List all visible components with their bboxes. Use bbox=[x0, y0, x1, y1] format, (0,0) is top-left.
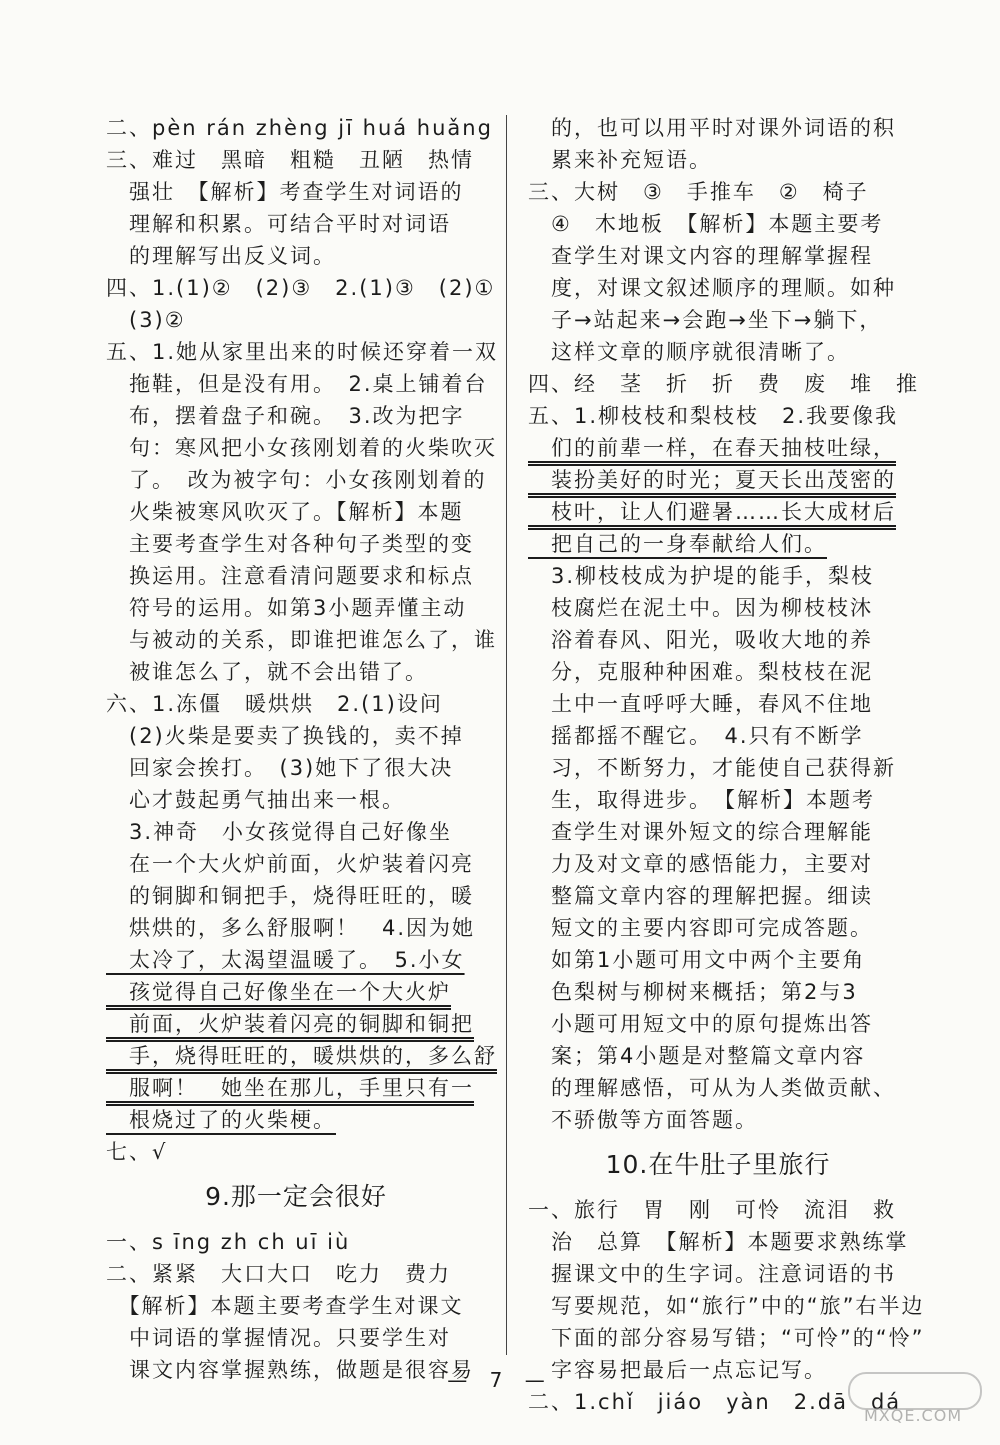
text-line: 主要考查学生对各种句子类型的变 bbox=[106, 532, 474, 556]
text-line: 色梨树与柳树来概括；第2与3 bbox=[528, 980, 858, 1004]
text-line: 的理解写出反义词。 bbox=[106, 244, 336, 268]
text-line: 把自己的一身奉献给人们。 bbox=[528, 532, 827, 556]
text-line: 服啊！ 她坐在那儿，手里只有一 bbox=[106, 1076, 474, 1100]
text-line: (3)② bbox=[106, 308, 186, 332]
text-line: 在一个大火炉前面，火炉装着闪亮 bbox=[106, 852, 474, 876]
text-line: 的铜脚和铜把手，烧得旺旺的，暖 bbox=[106, 884, 474, 908]
text-line: 中词语的掌握情况。只要学生对 bbox=[106, 1326, 451, 1350]
text-line: 习，不断努力，才能使自己获得新 bbox=[528, 756, 896, 780]
text-line: 根烧过了的火柴梗。 bbox=[106, 1108, 336, 1132]
text-line: 浴着春风、阳光，吸收大地的养 bbox=[528, 628, 873, 652]
text-line: ④ 木地板 【解析】本题主要考 bbox=[528, 212, 884, 236]
section-title: 10.在牛肚子里旅行 bbox=[605, 1150, 831, 1179]
text-line: 手，烧得旺旺的，暖烘烘的，多么舒 bbox=[106, 1044, 497, 1068]
text-line: 烘烘的，多么舒服啊！ 4.因为她 bbox=[106, 916, 476, 940]
text-line: 的理解感悟，可从为人类做贡献、 bbox=[528, 1076, 896, 1100]
text-line: 二、紧紧 大口大口 吃力 费力 bbox=[106, 1262, 451, 1286]
watermark-logo bbox=[848, 1372, 982, 1410]
text-line: 力及对文章的感悟能力，主要对 bbox=[528, 852, 873, 876]
text-line: 摇都摇不醒它。 4.只有不断学 bbox=[528, 724, 864, 748]
text-line: 孩觉得自己好像坐在一个大火炉 bbox=[106, 980, 451, 1004]
text-line: 装扮美好的时光；夏天长出茂密的 bbox=[528, 468, 896, 492]
text-line: 三、大树 ③ 手推车 ② 椅子 bbox=[528, 180, 869, 204]
text-line: 六、1.冻僵 暖烘烘 2.(1)设问 bbox=[106, 692, 443, 716]
text-line: 的，也可以用平时对课外词语的积 bbox=[528, 116, 896, 140]
text-line: 五、1.她从家里出来的时候还穿着一双 bbox=[106, 340, 499, 364]
text-line: 枝叶，让人们避暑……长大成材后 bbox=[528, 500, 896, 524]
right-column bbox=[528, 112, 925, 1418]
text-line: 度，对课文叙述顺序的理顺。如种 bbox=[528, 276, 896, 300]
text-line: 累来补充短语。 bbox=[528, 148, 712, 172]
text-line: 不骄傲等方面答题。 bbox=[528, 1108, 758, 1132]
text-line: 心才鼓起勇气抽出来一根。 bbox=[106, 788, 405, 812]
text-line: 这样文章的顺序就很清晰了。 bbox=[528, 340, 850, 364]
text-line: 理解和积累。可结合平时对词语 bbox=[106, 212, 451, 236]
text-line: 强壮 【解析】考查学生对词语的 bbox=[106, 180, 464, 204]
text-line: 一、s īng zh ch uī iù bbox=[106, 1230, 351, 1254]
text-line: 了。 改为被字句：小女孩刚划着的 bbox=[106, 468, 487, 492]
text-line: 与被动的关系，即谁把谁怎么了，谁 bbox=[106, 628, 497, 652]
text-line: 太冷了，太渴望温暖了。 5.小女 bbox=[106, 948, 465, 972]
text-line: 短文的主要内容即可完成答题。 bbox=[528, 916, 873, 940]
text-line: (2)火柴是要卖了换钱的，卖不掉 bbox=[106, 724, 464, 748]
section-title: 9.那一定会很好 bbox=[205, 1182, 387, 1211]
text-line: 3.神奇 小女孩觉得自己好像坐 bbox=[106, 820, 453, 844]
text-line: 句：寒风把小女孩刚划着的火柴吹灭 bbox=[106, 436, 497, 460]
text-line: 子→站起来→会跑→坐下→躺下， bbox=[528, 308, 883, 332]
left-column bbox=[106, 112, 499, 1386]
text-line: 土中一直呼呼大睡，春风不住地 bbox=[528, 692, 873, 716]
text-line: 被谁怎么了，就不会出错了。 bbox=[106, 660, 428, 684]
text-line: 们的前辈一样，在春天抽枝吐绿， bbox=[528, 436, 896, 460]
text-line: 一、旅行 胃 刚 可怜 流泪 救 bbox=[528, 1198, 896, 1222]
text-line: 火柴被寒风吹灭了。【解析】本题 bbox=[106, 500, 464, 524]
text-line: 握课文中的生字词。注意词语的书 bbox=[528, 1262, 896, 1286]
text-line: 3.柳枝枝成为护堤的能手，梨枝 bbox=[528, 564, 875, 588]
text-line: 三、难过 黑暗 粗糙 丑陋 热情 bbox=[106, 148, 474, 172]
text-line: 查学生对课文内容的理解掌握程 bbox=[528, 244, 873, 268]
text-line: 查学生对课外短文的综合理解能 bbox=[528, 820, 873, 844]
watermark-text: MXQE.COM bbox=[864, 1406, 963, 1425]
text-line: 治 总算 【解析】本题要求熟练掌 bbox=[528, 1230, 909, 1254]
text-line: 整篇文章内容的理解把握。细读 bbox=[528, 884, 873, 908]
text-line: 二、pèn rán zhèng jī huá huǎng bbox=[106, 116, 493, 140]
text-line: 下面的部分容易写错；“可怜”的“怜” bbox=[528, 1326, 925, 1350]
text-line: 换运用。注意看清问题要求和标点 bbox=[106, 564, 474, 588]
text-line: 课文内容掌握熟练，做题是很容易 bbox=[106, 1358, 474, 1382]
text-line: 符号的运用。如第3小题弄懂主动 bbox=[106, 596, 467, 620]
watermark bbox=[838, 1370, 988, 1440]
text-line: 小题可用短文中的原句提炼出答 bbox=[528, 1012, 873, 1036]
text-line: 二、1.chǐ jiáo yàn 2.dā dá bbox=[528, 1390, 902, 1414]
text-line: 五、1.柳枝枝和梨枝枝 2.我要像我 bbox=[528, 404, 899, 428]
text-line: 四、经 茎 折 折 费 废 堆 推 bbox=[528, 372, 919, 396]
text-line: 字容易把最后一点忘记写。 bbox=[528, 1358, 827, 1382]
column-divider bbox=[506, 115, 507, 1355]
text-line: 案；第4小题是对整篇文章内容 bbox=[528, 1044, 866, 1068]
text-line: 布，摆着盘子和碗。 3.改为把字 bbox=[106, 404, 465, 428]
text-line: 七、√ bbox=[106, 1140, 168, 1164]
text-line: 生，取得进步。 【解析】本题考 bbox=[528, 788, 875, 812]
text-line: 写要规范，如“旅行”中的“旅”右半边 bbox=[528, 1294, 925, 1318]
text-line: 分，克服种种困难。梨枝枝在泥 bbox=[528, 660, 873, 684]
page-number: — 7 — bbox=[447, 1368, 553, 1392]
text-line: 【解析】本题主要考查学生对课文 bbox=[106, 1294, 464, 1318]
text-line: 四、1.(1)② (2)③ 2.(1)③ (2)① bbox=[106, 276, 496, 300]
text-line: 回家会挨打。 (3)她下了很大决 bbox=[106, 756, 454, 780]
text-line: 拖鞋，但是没有用。 2.桌上铺着台 bbox=[106, 372, 488, 396]
text-line: 枝腐烂在泥土中。因为柳枝枝沐 bbox=[528, 596, 873, 620]
text-line: 前面，火炉装着闪亮的铜脚和铜把 bbox=[106, 1012, 474, 1036]
text-line: 如第1小题可用文中两个主要角 bbox=[528, 948, 866, 972]
